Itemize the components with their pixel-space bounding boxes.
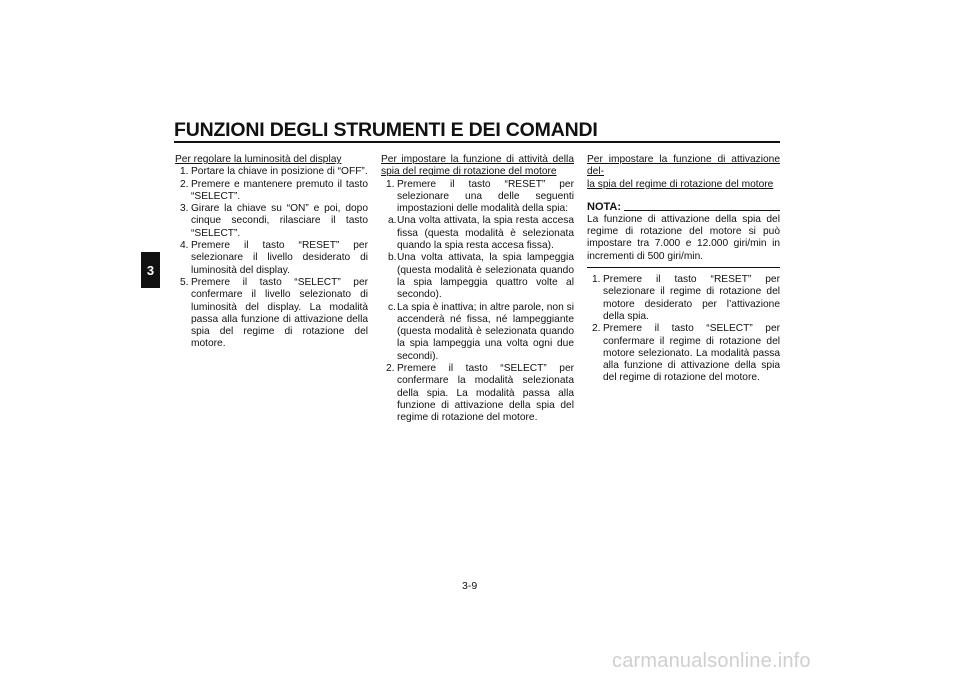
list-item: 4. Premere il tasto “RESET” per selezionare il livello desiderato di luminosità del display.	[180, 240, 368, 276]
list-item: 2. Premere il tasto “SELECT” per confermare la modalità selezionata della spia. La modalità passa alla funzione di attivazione della spia del regime di rotazione del motore.	[386, 363, 574, 424]
section-heading-display-brightness: Per regolare la luminosità del display	[175, 154, 342, 165]
watermark: carmanualsonline.info	[612, 650, 811, 672]
section-heading-light-mode: Per impostare la funzione di attività della spia del regime di rotazione del motore	[381, 154, 574, 178]
list-item: 1. Portare la chiave in posizione di “OFF”.	[180, 166, 368, 178]
list-item: 1. Premere il tasto “RESET” per selezionare il regime di rotazione del motore desiderato per l’attivazione della spia.	[592, 274, 780, 322]
title-rule	[174, 141, 780, 143]
list-item: c. La spia è inattiva; in altre parole, non si accenderà né fissa, né lampeggiante (questa modalità è selezionata quando la spia lampeggia una volta ogni due secondi).	[388, 301, 574, 362]
list-item: 5. Premere il tasto “SELECT” per confermare il livello selezionato di luminosità del display. La modalità passa alla funzione di attivazione della spia del regime di rotazione del motore.	[180, 276, 368, 350]
section-heading-light-activation: Per impostare la funzione di attivazione del- la spia del regime di rotazione del motore	[587, 154, 780, 190]
list-item: 2. Premere e mantenere premuto il tasto “SELECT”.	[180, 178, 368, 202]
note-end-rule	[587, 267, 780, 268]
page-number: 3-9	[462, 580, 478, 592]
list-item: b. Una volta attivata, la spia lampeggia (questa modalità è selezionata quando la spia lampeggia quattro volte al secondo).	[388, 252, 574, 301]
note-label: NOTA:	[587, 200, 622, 213]
list-item: 2. Premere il tasto “SELECT” per confermare il regime di rotazione del motore selezionato. La modalità passa alla funzione di attivazione della spia del regime di rotazione del motore.	[592, 323, 780, 384]
note-header	[587, 201, 780, 213]
light-mode-confirm-step	[381, 363, 574, 424]
list-item: 1. Premere il tasto “RESET” per selezionare una delle seguenti impostazioni delle modalità della spia:	[386, 178, 574, 215]
list-item: a. Una volta attivata, la spia resta accesa fissa (questa modalità è selezionata quando la spia resta accesa fissa).	[388, 215, 574, 252]
column-display-brightness	[175, 154, 368, 351]
page-title: FUNZIONI DEGLI STRUMENTI E DEI COMANDI	[174, 119, 598, 141]
light-activation-steps	[587, 274, 780, 385]
note-text: La funzione di attivazione della spia del regime di rotazione del motore si può impostare tra 7.000 e 12.000 giri/min in incrementi di 500 giri/min.	[587, 213, 780, 262]
brightness-steps	[175, 166, 368, 350]
column-light-mode	[381, 154, 574, 425]
light-mode-options	[381, 215, 574, 363]
column-light-activation	[587, 154, 780, 385]
chapter-tab: 3	[141, 252, 160, 288]
light-mode-steps	[381, 179, 574, 216]
list-item: 3. Girare la chiave su “ON” e poi, dopo cinque secondi, rilasciare il tasto “SELECT”.	[180, 203, 368, 239]
note-header-rule	[624, 210, 780, 211]
